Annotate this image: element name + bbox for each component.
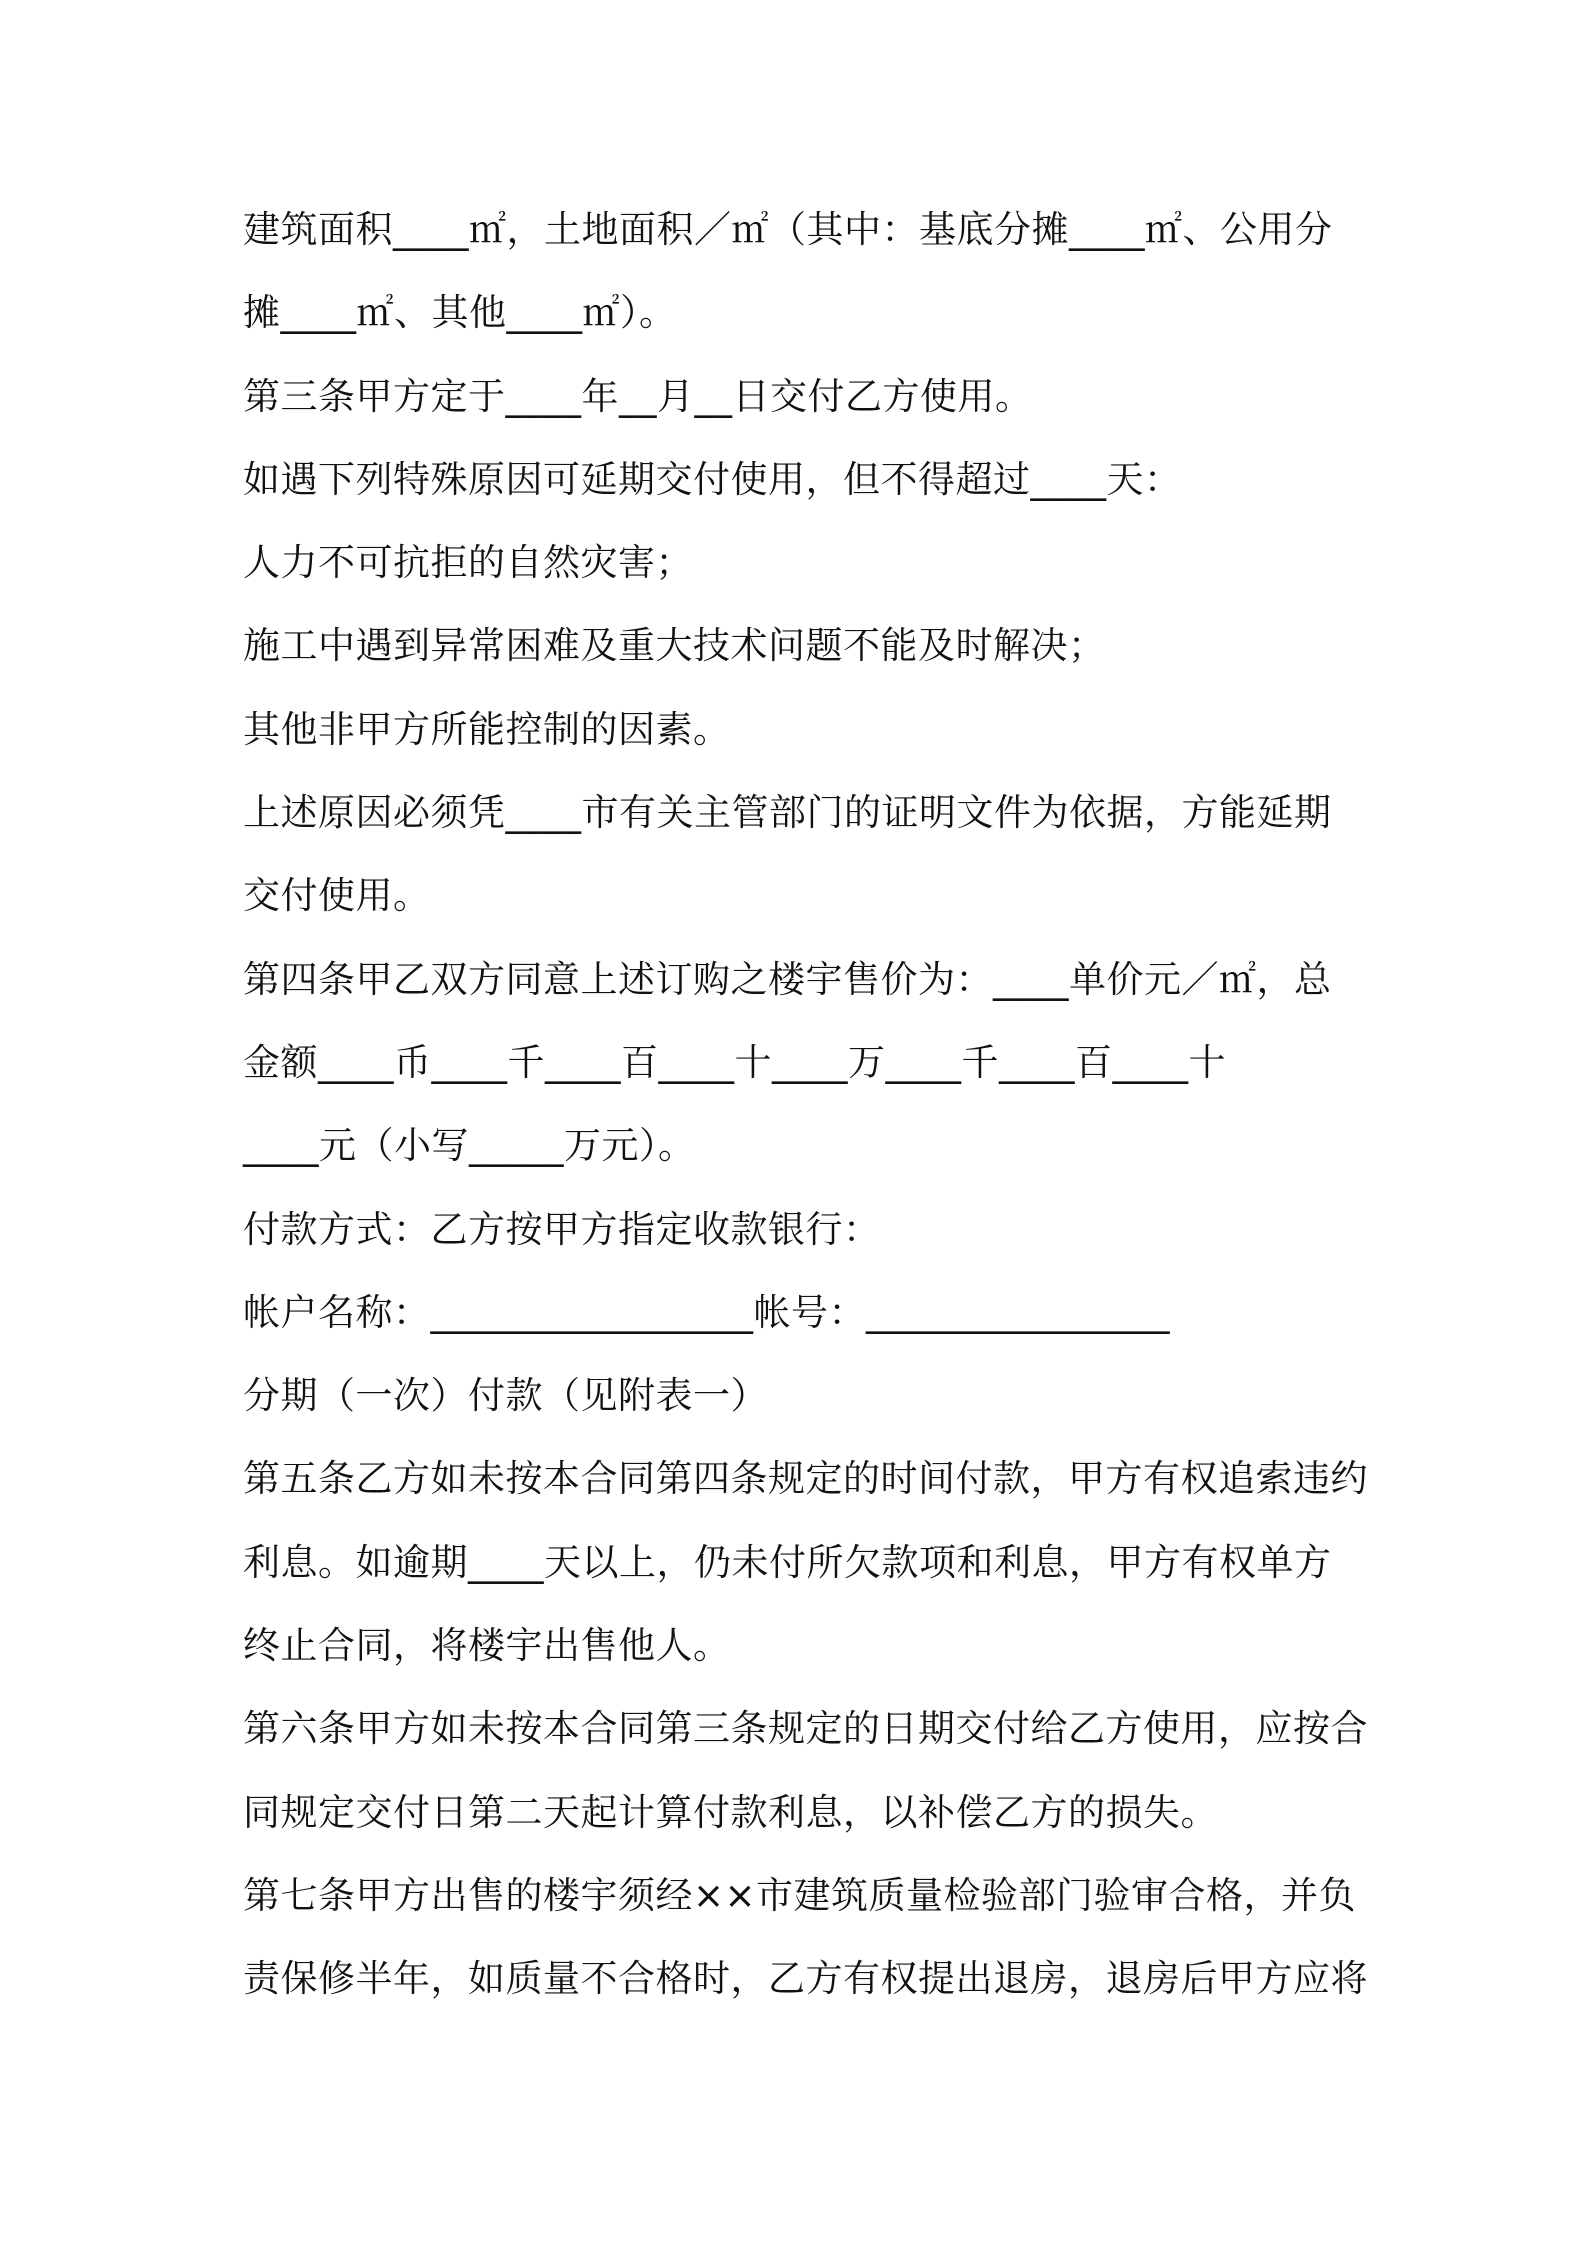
text-line: 第六条甲方如未按本合同第三条规定的日期交付给乙方使用，应按合 (243, 1707, 1368, 1751)
text-line: 责保修半年，如质量不合格时，乙方有权提出退房，退房后甲方应将 (243, 1957, 1368, 2001)
text-line: 第七条甲方出售的楼宇须经××市建筑质量检验部门验审合格，并负 (243, 1873, 1357, 1917)
text-line: 付款方式：乙方按甲方指定收款银行： (243, 1207, 881, 1251)
text-line: 上述原因必须凭____市有关主管部门的证明文件为依据，方能延期 (243, 791, 1332, 835)
contract-body (243, 188, 1368, 2021)
text-line: 第五条乙方如未按本合同第四条规定的时间付款，甲方有权追索违约 (243, 1457, 1368, 1501)
text-line: 建筑面积____㎡，土地面积／㎡（其中：基底分摊____㎡、公用分 (243, 208, 1333, 251)
text-line: 第四条甲乙双方同意上述订购之楼宇售价为：____单价元／㎡，总 (243, 957, 1332, 1001)
text-line: 同规定交付日第二天起计算付款利息，以补偿乙方的损失。 (243, 1790, 1218, 1834)
text-line: 摊____㎡、其他____㎡）。 (243, 291, 677, 335)
text-line: 第三条甲方定于____年__月__日交付乙方使用。 (243, 374, 1033, 418)
text-line: 金额____币____千____百____十____万____千____百____十 (243, 1040, 1226, 1084)
text-line: 终止合同，将楼宇出售他人。 (243, 1624, 731, 1668)
text-line: 分期（一次）付款（见附表一） (243, 1374, 768, 1418)
text-line: 施工中遇到异常困难及重大技术问题不能及时解决； (243, 624, 1106, 668)
text-line: 其他非甲方所能控制的因素。 (243, 707, 731, 751)
text-line: 交付使用。 (243, 874, 431, 918)
text-line: 如遇下列特殊原因可延期交付使用，但不得超过____天： (243, 457, 1182, 501)
text-line: 人力不可抗拒的自然灾害； (243, 541, 693, 585)
text-line: 利息。如逾期____天以上，仍未付所欠款项和利息，甲方有权单方 (243, 1540, 1332, 1584)
text-line: ____元（小写_____万元）。 (243, 1124, 696, 1168)
text-line: 帐户名称：_________________帐号：________________ (243, 1290, 1170, 1334)
